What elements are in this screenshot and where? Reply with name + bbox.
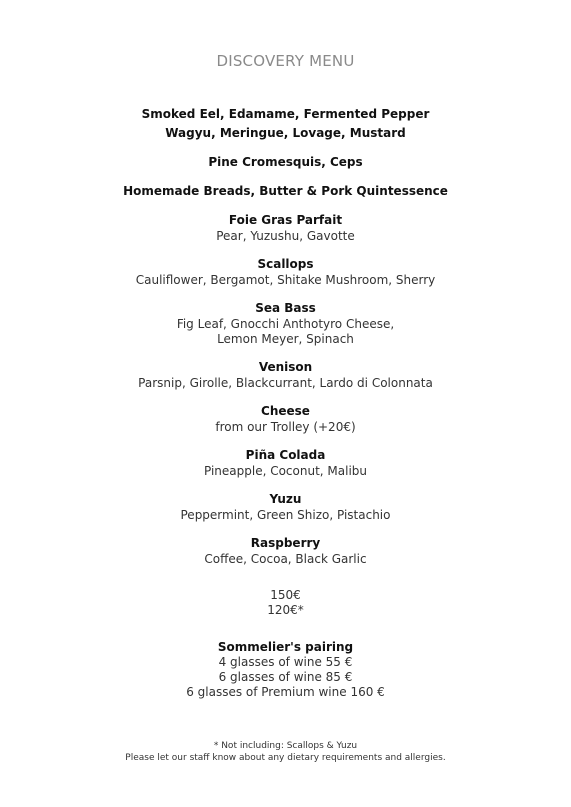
course-name: Yuzu [269, 492, 302, 506]
menu-title: DISCOVERY MENU [216, 52, 355, 70]
pairing-option: 6 glasses of wine 85 € [218, 670, 353, 684]
course-name: Venison [258, 360, 313, 374]
course-description: Pineapple, Coconut, Malibu [203, 464, 368, 478]
course-description: Pear, Yuzushu, Gavotte [216, 229, 355, 243]
course-description: Lemon Meyer, Spinach [217, 332, 354, 346]
course-description: from our Trolley (+20€) [215, 420, 356, 434]
course-name: Piña Colada [245, 448, 326, 462]
course-name: Sea Bass [255, 301, 316, 315]
course-name: Foie Gras Parfait [228, 213, 343, 227]
course-name: Scallops [257, 257, 314, 271]
course-description: Peppermint, Green Shizo, Pistachio [180, 508, 391, 522]
pairing-option: 4 glasses of wine 55 € [218, 655, 353, 669]
course-description: Parsnip, Girolle, Blackcurrant, Lardo di Colonnata [138, 376, 433, 390]
pairing-title: Sommelier's pairing [217, 640, 354, 654]
course-name: Raspberry [250, 536, 321, 550]
allergy-note: Please let our staff know about any dietary requirements and allergies. [125, 753, 446, 763]
menu-price: 150€ [270, 588, 301, 602]
course-description: Coffee, Cocoa, Black Garlic [204, 552, 367, 566]
footnote: * Not including: Scallops & Yuzu [213, 741, 358, 751]
pairing-option: 6 glasses of Premium wine 160 € [186, 685, 385, 699]
course-description: Cauliflower, Bergamot, Shitake Mushroom, Sherry [135, 273, 436, 287]
snack-line: Smoked Eel, Edamame, Fermented Pepper [141, 107, 430, 121]
menu-price-alt: 120€* [267, 603, 304, 617]
breads-line: Homemade Breads, Butter & Pork Quintessence [123, 184, 448, 198]
course-name: Cheese [261, 404, 310, 418]
cromesquis-line: Pine Cromesquis, Ceps [208, 155, 363, 169]
snack-line: Wagyu, Meringue, Lovage, Mustard [165, 126, 406, 140]
course-description: Fig Leaf, Gnocchi Anthotyro Cheese, [176, 317, 395, 331]
